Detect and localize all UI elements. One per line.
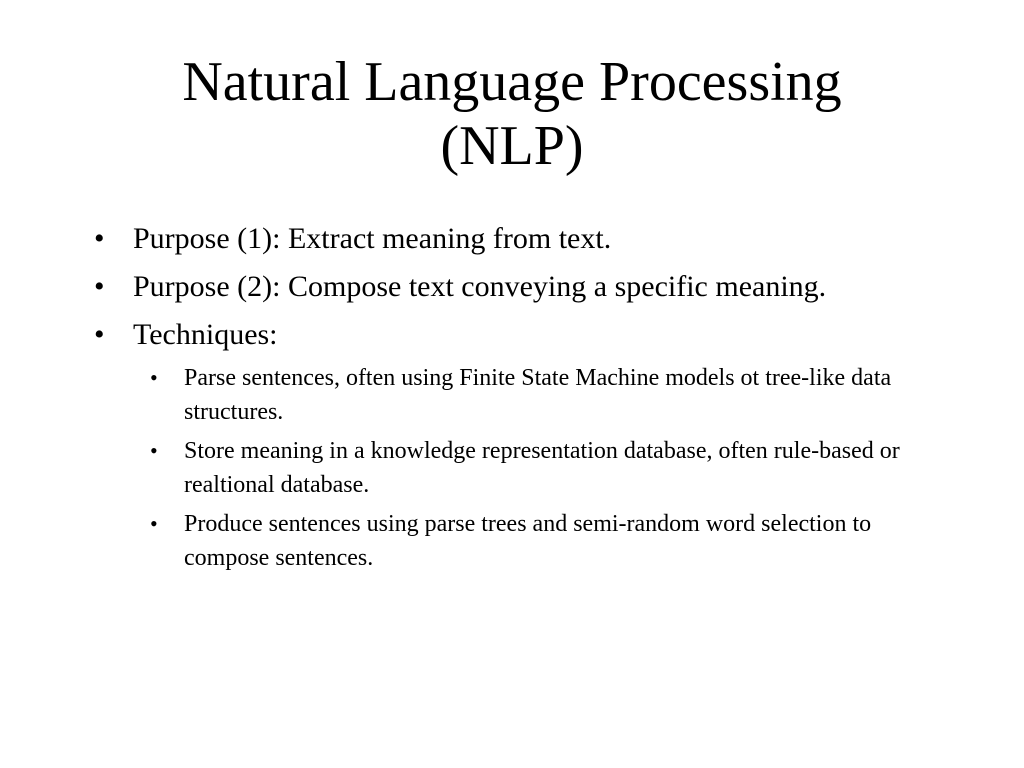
- sub-bullet-text: Produce sentences using parse trees and semi-random word selection to compose sentences.: [184, 511, 872, 571]
- bullet-item-purpose-2: [94, 267, 944, 307]
- slide-title: [100, 50, 924, 178]
- bullet-text: Purpose (2): Compose text conveying a specific meaning.: [133, 270, 827, 303]
- bullet-item-techniques: [94, 315, 944, 575]
- slide-title-line-1: Natural Language Processing: [182, 51, 842, 113]
- bullet-item-purpose-1: [94, 219, 944, 259]
- slide-title-line-2: (NLP): [440, 115, 584, 177]
- sub-bullet-item-produce: [139, 507, 904, 575]
- bullet-icon: •: [94, 318, 105, 351]
- bullet-icon: •: [94, 270, 105, 303]
- sub-bullet-item-store: [139, 434, 904, 502]
- sub-bullet-icon: •: [150, 438, 158, 463]
- sub-bullet-list: [133, 361, 944, 575]
- bullet-text: Purpose (1): Extract meaning from text.: [133, 222, 612, 255]
- sub-bullet-text: Parse sentences, often using Finite State Machine models ot tree-like data structures.: [184, 365, 892, 425]
- bullet-list: [94, 219, 944, 583]
- sub-bullet-item-parse: [139, 361, 904, 429]
- sub-bullet-text: Store meaning in a knowledge representation database, often rule-based or realtional database.: [184, 438, 900, 498]
- sub-bullet-icon: •: [150, 365, 158, 390]
- bullet-text: Techniques:: [133, 318, 278, 351]
- sub-bullet-icon: •: [150, 511, 158, 536]
- bullet-icon: •: [94, 222, 105, 255]
